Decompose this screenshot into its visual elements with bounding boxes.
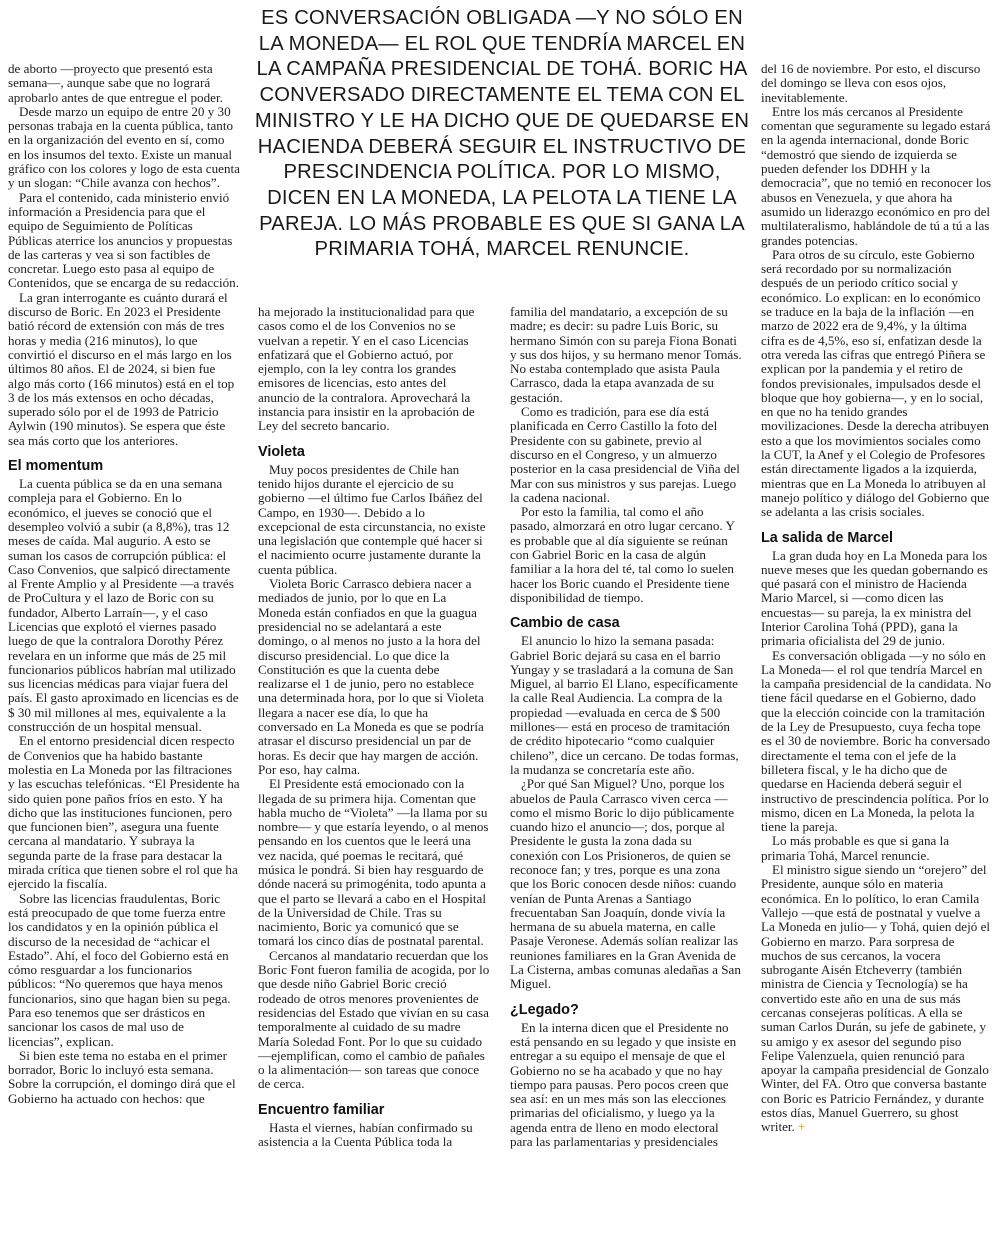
- section-heading-salida-de-marcel: La salida de Marcel: [761, 529, 893, 546]
- paragraph: ¿Por qué San Miguel? Uno, porque los abuelos de Paula Carrasco viven cerca —como el mismo Boric lo dijo públicamente cuando hizo el anuncio—; dos, porque al Presidente le gusta la zona dada su conexión con Los Prisioneros, de quien se reconoce fan; y tres, porque es una zona que los Boric conocen desde niños: cuando venían de Punta Arenas a Santiago frecuentaban San Joaquín, donde vivía la hermana de su abuela materna, en calle Pasaje Veronese. Además solían realizar las reuniones familiares en la Gran Avenida de La Cisterna, ambas comunas aledañas a San Miguel.: [510, 776, 741, 992]
- paragraph: ha mejorado la institucionalidad para que casos como el de los Convenios no se vuelvan a repetir. Y en el caso Licencias enfatizará que el Gobierno actuó, por ejemplo, con la ley contra los grandes emisores de licencias, esto antes del anuncio de la contralora. Aprovechará la instancia para insistir en la aprobación de Ley del secreto bancario.: [258, 304, 475, 434]
- paragraph: La gran interrogante es cuánto durará el discurso de Boric. En 2023 el Presidente batió récord de extensión con más de tres horas y media (216 minutos), lo que convirtió el discurso en el más largo en los últimos 80 años. El de 2024, si bien fue algo más corto (166 minutos) está en el top 3 de los más extensos en ocho décadas, superado sólo por el de 1993 de Patricio Aylwin (190 minutos). Se espera que éste sea más corto que los anteriores.: [8, 289, 235, 448]
- paragraph: Cercanos al mandatario recuerdan que los Boric Font fueron familia de acogida, por lo que desde niño Gabriel Boric creció rodeado de otros menores provenientes de residencias del Estado que vivían en su casa temporalmente al cuidado de su madre María Soledad Font. Por lo que su cuidado —ejemplifican, como el cambio de pañales o la alimentación— son tareas que conoce de cerca.: [258, 947, 490, 1092]
- paragraph: Lo más probable es que si gana la primaria Tohá, Marcel renuncie.: [761, 833, 950, 863]
- paragraph: La gran duda hoy en La Moneda para los nueve meses que les quedan gobernando es qué pasará con el ministro de Hacienda Mario Marcel, si —como dicen las encuestas— su pareja, la ex ministra del Interior Carolina Tohá (PPD), gana la primaria oficialista del 29 de junio.: [761, 547, 988, 649]
- paragraph: En el entorno presidencial dicen respecto de Convenios que ha habido bastante molestia en La Moneda por las filtraciones y las escuchas telefónicas. “El Presidente ha sido quien pone paños fríos en esto. Y ha dicho que las instituciones funcionen, pero que funcionen bien”, asegura una fuente cercana al mandatario. Y subraya la segunda parte de la frase para destacar la mirada crítica que tienen sobre el rol que ha ejercido la fiscalía.: [8, 733, 240, 892]
- article-column-3: [510, 305, 742, 1149]
- paragraph: Hasta el viernes, habían confirmado su asistencia a la Cuenta Pública toda la: [258, 1119, 473, 1150]
- article-column-2: [258, 305, 490, 1149]
- paragraph: La cuenta pública se da en una semana compleja para el Gobierno. En lo económico, el jueves se conoció que el desempleo volvió a subir (a 8,8%), tras 12 meses de caída. Mal augurio. A esto se suman los casos de corrupción pública: el Caso Convenios, que salpicó directamente al Frente Amplio y al Presidente —a través de ProCultura y el lazo de Boric con su fundador, Alberto Larraín—, y el caso Licencias que explotó el viernes pasado luego de que la contralora Dorothy Pérez revelara en un informe que más de 25 mil funcionarios públicos habrían mal utilizado sus licencias médicas para viajar fuera del país. El gasto aproximado en licencias es de $ 30 mil millones al mes, equivalente a la construcción de un hospital mensual.: [8, 476, 239, 735]
- paragraph: Entre los más cercanos al Presidente comentan que seguramente su legado estará en la agenda internacional, donde Boric “demostró que siendo de izquierda se pueden defender los DDHH y la democracia”, que no temió en reconocer los abusos en Venezuela, y que ahora ha asumido un liderazgo económico en pro del multilateralismo, hablándole de tú a tú a las grandes potencias.: [761, 103, 992, 248]
- paragraph: Desde marzo un equipo de entre 20 y 30 personas trabaja en la cuenta pública, tanto en la organización del evento en sí, como en los insumos del texto. Existe un manual gráfico con los colores y logo de esta cuenta y un slogan: “Chile avanza con hechos”.: [8, 103, 240, 191]
- paragraph: Como es tradición, para ese día está planificada en Cerro Castillo la foto del Presidente con su gabinete, previo al discurso en el Congreso, y un almuerzo posterior en la casa presidencial de Viña del Mar con sus ministros y sus parejas. Luego la cadena nacional.: [510, 404, 740, 505]
- paragraph: Para otros de su círculo, este Gobierno será recordado por su normalización después de un periodo crítico social y económico. Lo explican: en lo económico se traduce en la baja de la inflación —en marzo de 2022 era de 9,4%, y la última cifra es de 4,5%, eso sí, enfatizan desde la otra vereda las cifras que entregó Piñera se explican por la pandemia y el retiro de fondos previsionales, impulsados desde el bloque que hoy gobierna—, y en lo social, en que no ha tenido grandes movilizaciones. Desde la derecha atribuyen esto a que los movimientos sociales como la CUT, la Anef y el Colegio de Profesores están directamente ligados a la izquierda, mientras que en La Moneda lo atribuyen al manejo político y diálogo del Gobierno que se adelanta a las crisis sociales.: [761, 246, 990, 520]
- paragraph: El Presidente está emocionado con la llegada de su primera hija. Comentan que habla mucho de “Violeta” —la llama por su nombre— y que estaría leyendo, o al menos pensando en los cuentos que le leerá una vez nacida, qué poemas le recitará, qué música le pondrá. Si bien hay resguardo de dónde nacerá su primogénita, todo apunta a que el parto se llevará a cabo en el Hospital de la Universidad de Chile. Tras su nacimiento, Boric ya comunicó que se tomará los cinco días de postnatal parental.: [258, 776, 489, 949]
- paragraph: En la interna dicen que el Presidente no está pensando en su legado y que insiste en entregar a su equipo el mensaje de que el Gobierno no se ha acabado y que no hay tiempo para pausas. Pero pocos creen que sea así: en un mes más son las elecciones primarias del oficialismo, y luego ya la agenda entra de lleno en modo electoral para las parlamentarias y presidenciales: [510, 1019, 737, 1150]
- paragraph: Es conversación obligada —y no sólo en La Moneda— el rol que tendría Marcel en la campaña presidencial de la candidata. No tiene fácil quedarse en el Gobierno, dado que la elección coincide con la tramitación de la Ley de Presupuesto, cuya fecha tope es el 30 de noviembre. Boric ha conversado directamente el tema con el jefe de la billetera fiscal, y le ha dicho que de quedarse en Hacienda deberá seguir el instructivo de prescindencia política. Por lo mismo, dicen en La Moneda, la pelota la tiene la pareja.: [761, 647, 992, 835]
- paragraph: Violeta Boric Carrasco debiera nacer a mediados de junio, por lo que en La Moneda están confiados en que la guagua presidencial no se adelantará a este domingo, o al menos no justo a la hora del discurso presidencial. Lo que dice la Constitución es que la cuenta debe realizarse el 1 de junio, pero no establece una determinada hora, por lo que si Violeta llegara a nacer ese día, lo que ha conversado en La Moneda es que se podría atrasar el discurso presidencial un par de horas. Es decir que hay margen de acción. Por eso, hay calma.: [258, 576, 484, 777]
- section-heading-cambio-de-casa: Cambio de casa: [510, 615, 620, 632]
- pull-quote: ES CONVERSACIÓN OBLIGADA —Y NO SÓLO EN LA MONEDA— EL ROL QUE TENDRÍA MARCEL EN LA CAMPAÑA PRESIDENCIAL DE TOHÁ. BORIC HA CONVERSADO DIRECTAMENTE EL TEMA CON EL MINISTRO Y LE HA DICHO QUE DE QUEDARSE EN HACIENDA DEBERÁ SEGUIR EL INSTRUCTIVO DE PRESCINDENCIA POLÍTICA. POR LO MISMO, DICEN EN LA MONEDA, LA PELOTA LA TIENE LA PAREJA. LO MÁS PROBABLE ES QUE SI GANA LA PRIMARIA TOHÁ, MARCEL RENUNCIE.: [254, 7, 750, 261]
- section-heading-violeta: Violeta: [258, 443, 305, 460]
- end-of-article-mark: +: [797, 1119, 806, 1135]
- paragraph: de aborto —proyecto que presentó esta semana—, aunque sabe que no logrará aprobarlo antes de que entregue el poder.: [8, 61, 223, 105]
- paragraph: Muy pocos presidentes de Chile han tenido hijos durante el ejercicio de su gobierno —el último fue Carlos Ibáñez del Campo, en 1930—. Debido a lo excepcional de esta circunstancia, no existe una legislación que contemple qué hacer si el nacimiento ocurre justamente durante la cuenta pública.: [258, 461, 486, 577]
- paragraph-text: El ministro sigue siendo un “orejero” del Presidente, aunque sólo en materia económica. En lo político, lo eran Camila Vallejo —que está de postnatal y vuelve a La Moneda en julio— y Tohá, quien dejó el Gobierno en marzo. Para sorpresa de muchos de sus cercanos, la vocera subrogante Aisén Etcheverry (también ministra de Ciencia y Tecnología) se ha convertido este año en una de sus más cercanas consejeras políticas. A ella se suman Carlos Durán, su jefe de gabinete, y su amigo y ex asesor del segundo piso Felipe Valenzuela, quien renunció para apoyar la campaña presidencial de Gonzalo Winter, del FA. Otro que conversa bastante con Boric es Patricio Fernández, y durante estos días, Manuel Guerrero, su ghost writer.: [761, 862, 991, 1135]
- paragraph: familia del mandatario, a excepción de su madre; es decir: su padre Luis Boric, su hermano Simón con su pareja Fiona Bonati y sus dos hijos, y su hermano menor Tomás. No estaba contemplado que asista Paula Carrasco, dada la etapa avanzada de su gestación.: [510, 304, 742, 405]
- article-column-4: [761, 62, 993, 1135]
- paragraph: [761, 863, 993, 1135]
- section-heading-encuentro-familiar: Encuentro familiar: [258, 1101, 385, 1118]
- article-column-1: [8, 62, 240, 1106]
- paragraph: Para el contenido, cada ministerio envió información a Presidencia para que el equipo de Seguimiento de Políticas Públicas aterrice los anuncios y propuestas de las carteras y vea si son factibles de concretar. Luego esto pasa al equipo de Contenidos, que se encarga de su redacción.: [8, 189, 240, 291]
- section-heading-momentum: El momentum: [8, 458, 104, 475]
- paragraph: Sobre las licencias fraudulentas, Boric está preocupado de que tome fuerza entre los candidatos y en la opinión pública el discurso de la necesidad de “achicar el Estado”. Ahí, el foco del Gobierno está en cómo resguardar a los funcionarios públicos: “No queremos que haya menos funcionarios, sino que hagan bien su pega. Para eso tenemos que ser drásticos en sancionar los casos de mal uso de licencias”, explican.: [8, 890, 231, 1049]
- section-heading-legado: ¿Legado?: [510, 1001, 579, 1018]
- paragraph: El anuncio lo hizo la semana pasada: Gabriel Boric dejará su casa en el barrio Yungay y se trasladará a la comuna de San Miguel, al barrio El Llano, específicamente la calle Real Audiencia. La compra de la propiedad —evaluada en cerca de $ 500 millones— está en proceso de tramitación de crédito hipotecario “como cualquier chileno”, dice un cercano. De todas formas, la mudanza se concretaría este año.: [510, 633, 739, 777]
- paragraph: Por esto la familia, tal como el año pasado, almorzará en otro lugar cercano. Y es probable que al día siguiente se reúnan con Gabriel Boric en la casa de algún familiar a la hora del té, tal como lo suelen hacer los Boric cuando el Presidente tiene disponibilidad de tiempo.: [510, 504, 735, 605]
- paragraph: del 16 de noviembre. Por esto, el discurso del domingo se lleva con esos ojos, inevitablemente.: [761, 61, 981, 105]
- paragraph: Si bien este tema no estaba en el primer borrador, Boric lo incluyó esta semana. Sobre la corrupción, el domingo dirá que el Gobierno ha actuado con hechos: que: [8, 1047, 236, 1106]
